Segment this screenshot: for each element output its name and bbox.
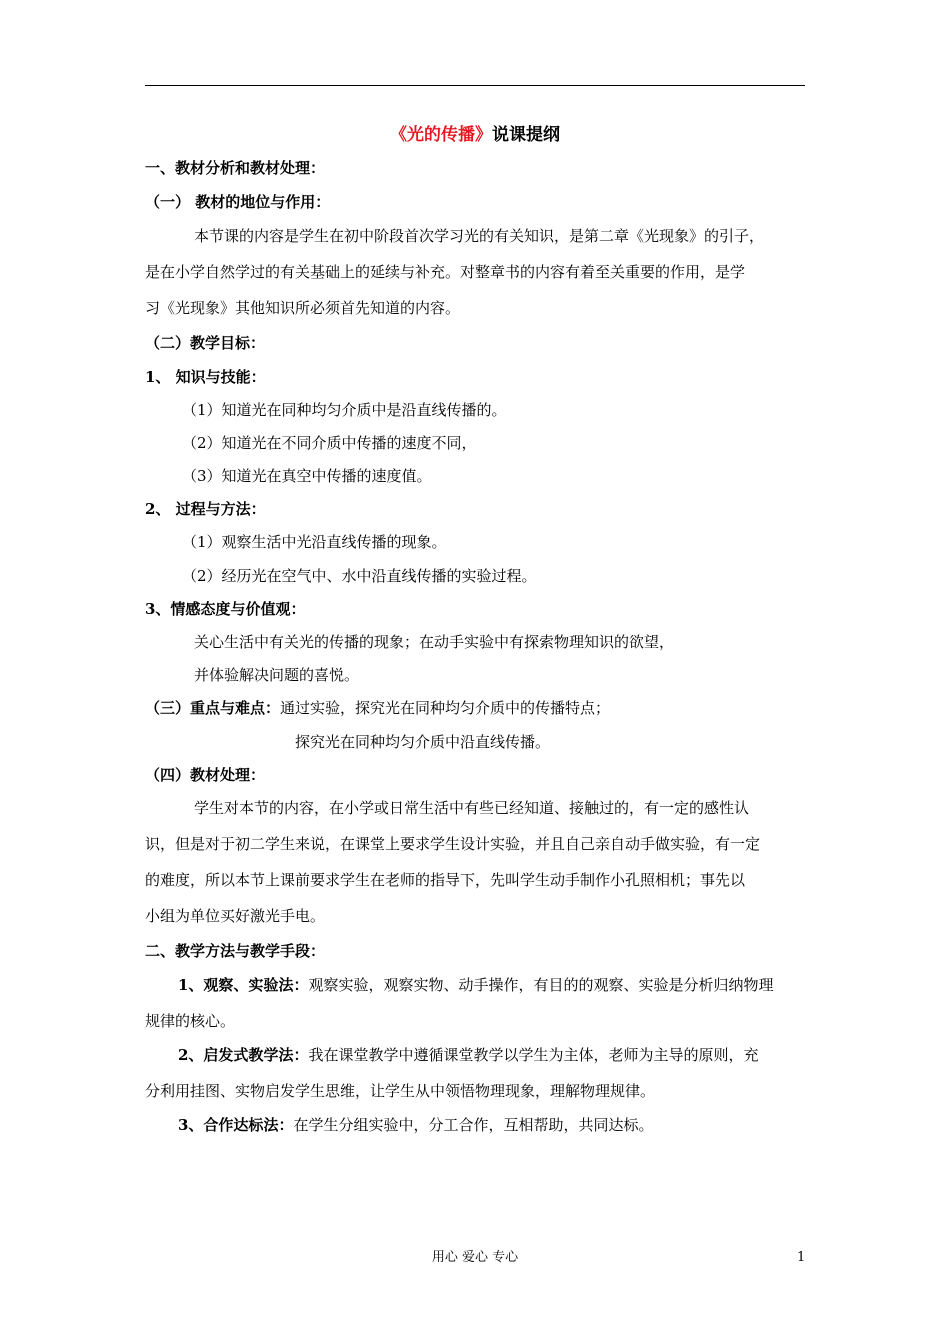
goal-emotion-2: 并体验解决问题的喜悦。 bbox=[194, 666, 360, 684]
key-points-text-1: 通过实验，探究光在同种均匀介质中的传播特点； bbox=[280, 699, 611, 717]
goal-process-1: （1）观察生活中光沿直线传播的现象。 bbox=[182, 533, 447, 551]
method-3-label: 3、合作达标法： bbox=[178, 1116, 294, 1134]
goal-knowledge-1: （1）知道光在同种均匀介质中是沿直线传播的。 bbox=[182, 401, 507, 419]
title-black: 说课提纲 bbox=[492, 125, 560, 145]
para-1-line-3: 习《光现象》其他知识所必须首先知道的内容。 bbox=[145, 299, 461, 317]
section-1-4-heading: （四）教材处理： bbox=[145, 766, 266, 784]
page-number: 1 bbox=[797, 1250, 806, 1265]
method-3-text: 在学生分组实验中，分工合作，互相帮助，共同达标。 bbox=[293, 1116, 654, 1134]
para-4-line-3: 的难度，所以本节上课前要求学生在老师的指导下，先叫学生动手制作小孔照相机；事先以 bbox=[145, 871, 746, 889]
goal-emotion-1: 关心生活中有关光的传播的现象；在动手实验中有探索物理知识的欲望， bbox=[194, 633, 675, 651]
method-2-label: 2、启发式教学法： bbox=[178, 1046, 309, 1064]
key-points-text-2: 探究光在同种均匀介质中沿直线传播。 bbox=[295, 733, 551, 751]
key-points-label: （三）重点与难点： bbox=[145, 699, 281, 717]
method-1-line-2: 规律的核心。 bbox=[145, 1012, 236, 1030]
page-title bbox=[0, 120, 950, 145]
section-2-heading: 二、教学方法与教学手段： bbox=[145, 942, 326, 960]
goal-knowledge-heading: 1、 知识与技能： bbox=[145, 368, 266, 386]
section-1-1-heading: （一） 教材的地位与作用： bbox=[145, 193, 331, 211]
section-1-2-heading: （二）教学目标： bbox=[145, 334, 266, 352]
goal-process-heading: 2、 过程与方法： bbox=[145, 500, 266, 518]
para-4-line-4: 小组为单位买好激光手电。 bbox=[145, 907, 326, 925]
footer-motto: 用心 爱心 专心 bbox=[431, 1250, 519, 1265]
para-1-line-2: 是在小学自然学过的有关基础上的延续与补充。对整章书的内容有着至关重要的作用，是学 bbox=[145, 263, 746, 281]
title-red: 《光的传播》 bbox=[390, 125, 492, 145]
method-3-line bbox=[178, 1115, 653, 1135]
section-1-heading: 一、教材分析和教材处理： bbox=[145, 159, 326, 177]
method-2-line-2: 分利用挂图、实物启发学生思维，让学生从中领悟物理现象，理解物理规律。 bbox=[145, 1082, 656, 1100]
goal-knowledge-2: （2）知道光在不同介质中传播的速度不同， bbox=[182, 434, 477, 452]
goal-process-2: （2）经历光在空气中、水中沿直线传播的实验过程。 bbox=[182, 567, 537, 585]
goal-emotion-heading: 3、情感态度与价值观： bbox=[145, 600, 306, 618]
method-2-line-1 bbox=[178, 1045, 758, 1065]
para-4-line-2: 识，但是对于初二学生来说，在课堂上要求学生设计实验，并且自己亲自动手做实验，有一定 bbox=[145, 835, 761, 853]
method-1-label: 1、观察、实验法： bbox=[178, 976, 309, 994]
key-points-line-1 bbox=[145, 698, 610, 718]
para-1-line-1: 本节课的内容是学生在初中阶段首次学习光的有关知识，是第二章《光现象》的引子， bbox=[194, 227, 765, 245]
para-4-line-1: 学生对本节的内容，在小学或日常生活中有些已经知道、接触过的，有一定的感性认 bbox=[194, 799, 750, 817]
method-2-text: 我在课堂教学中遵循课堂教学以学生为主体，老师为主导的原则，充 bbox=[308, 1046, 759, 1064]
method-1-line-1 bbox=[178, 975, 773, 995]
header-rule bbox=[145, 85, 805, 86]
goal-knowledge-3: （3）知道光在真空中传播的速度值。 bbox=[182, 467, 432, 485]
method-1-text: 观察实验，观察实物、动手操作，有目的的观察、实验是分析归纳物理 bbox=[308, 976, 774, 994]
